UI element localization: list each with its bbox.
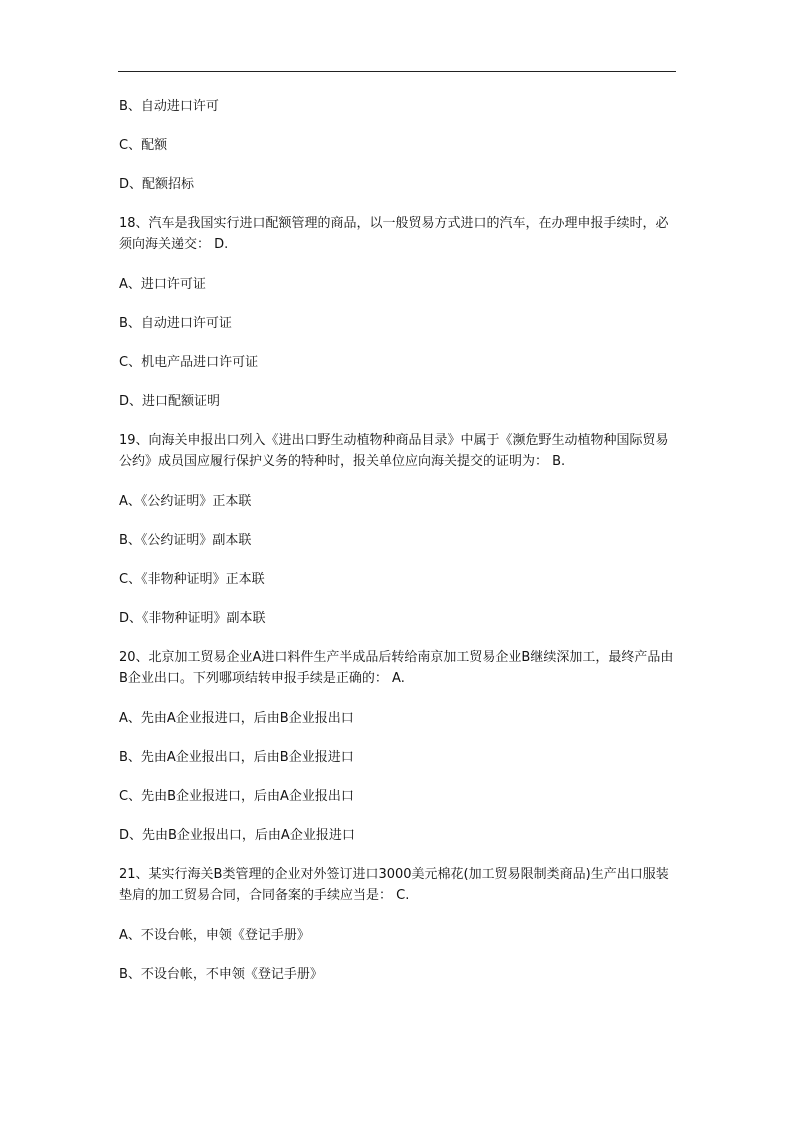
option-line: D、《非物种证明》副本联 [119, 611, 266, 626]
option-line: C、配额 [119, 138, 168, 153]
option-line: A、先由A企业报进口，后由B企业报出口 [119, 711, 354, 726]
option-line: B、不设台帐，不申领《登记手册》 [119, 967, 323, 982]
option-line: A、进口许可证 [119, 277, 206, 292]
option-line: B、自动进口许可证 [119, 316, 232, 331]
option-line: B、先由A企业报出口，后由B企业报进口 [119, 750, 354, 765]
option-line: D、先由B企业报出口，后由A企业报进口 [119, 828, 355, 843]
header-rule [118, 71, 676, 72]
question-21: 21、某实行海关B类管理的企业对外签订进口3000美元棉花(加工贸易限制类商品)生产出口服装垫肩的加工贸易合同，合同备案的手续应当是： C. [119, 867, 669, 903]
option-line: B、《公约证明》副本联 [119, 533, 252, 548]
question-20: 20、北京加工贸易企业A进口料件生产半成品后转给南京加工贸易企业B继续深加工，最终产品由B企业出口。下列哪项结转申报手续是正确的： A. [119, 650, 674, 686]
option-line: C、《非物种证明》正本联 [119, 572, 265, 587]
document-body [119, 96, 675, 1003]
option-line: D、配额招标 [119, 177, 195, 192]
option-line: A、《公约证明》正本联 [119, 494, 252, 509]
option-line: D、进口配额证明 [119, 394, 221, 409]
question-19: 19、向海关申报出口列入《进出口野生动植物种商品目录》中属于《濒危野生动植物种国际贸易公约》成员国应履行保护义务的特种时，报关单位应向海关提交的证明为： B. [119, 433, 669, 469]
option-line: C、先由B企业报进口，后由A企业报出口 [119, 789, 354, 804]
option-line: A、不设台帐，申领《登记手册》 [119, 928, 310, 943]
question-18: 18、汽车是我国实行进口配额管理的商品，以一般贸易方式进口的汽车，在办理申报手续时，必须向海关递交： D. [119, 216, 669, 252]
option-line: C、机电产品进口许可证 [119, 355, 259, 370]
option-line: B、自动进口许可 [119, 99, 219, 114]
